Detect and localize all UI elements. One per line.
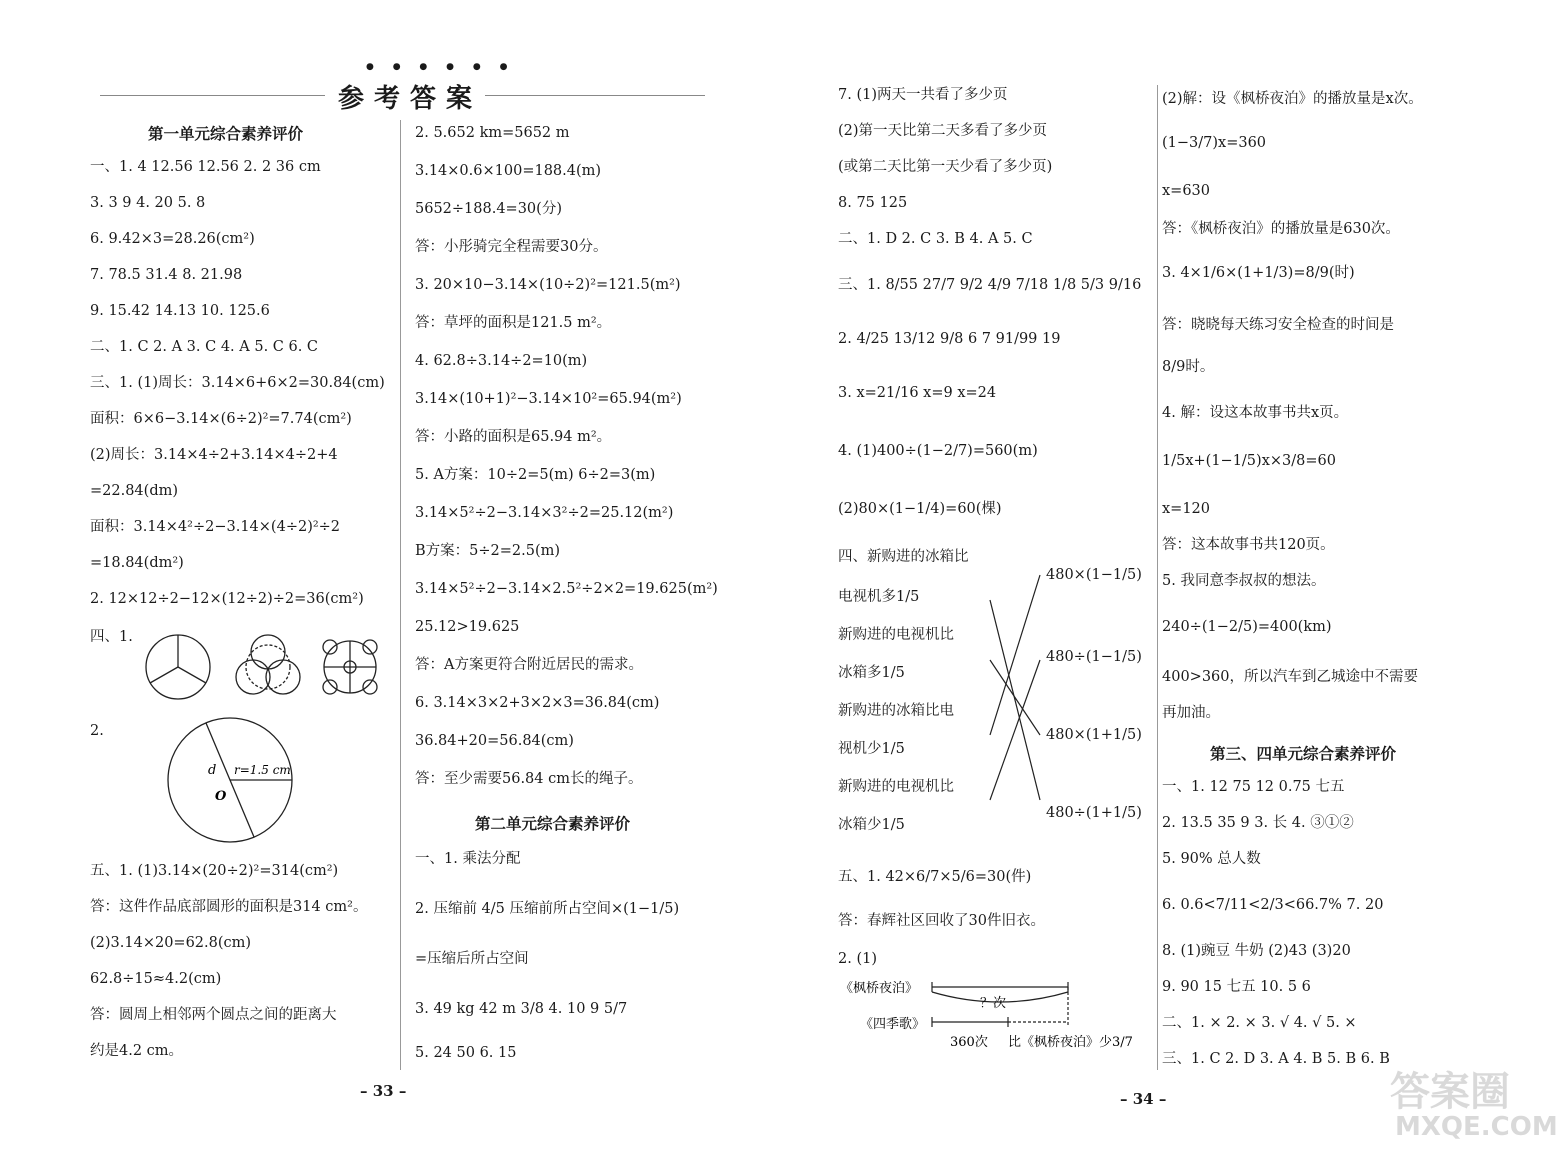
answer-line: 五、1. 42×6/7×5/6=30(件) [838, 869, 1032, 885]
answer-line: 三、1. 8/55 27/7 9/2 4/9 7/18 1/8 5/3 9/16 [838, 277, 1142, 293]
watermark-logo: 答案圈 [1390, 1069, 1510, 1115]
answer-line: 二、1. D 2. C 3. B 4. A 5. C [838, 231, 1033, 247]
bar-label-a: 《枫桥夜泊》 [840, 981, 919, 996]
answer-line: 面积：6×6−3.14×(6÷2)²=7.74(cm²) [90, 411, 352, 427]
answer-line: (2)第一天比第二天多看了多少页 [838, 123, 1048, 139]
segment-diagram [840, 972, 1140, 1052]
answer-line: 5. A方案：10÷2=5(m) 6÷2=3(m) [415, 467, 656, 483]
answer-line: 一、1. 4 12.56 12.56 2. 2 36 cm [90, 159, 321, 175]
unknown-label: ？次 [980, 996, 1007, 1011]
answer-line: 3. 20×10−3.14×(10÷2)²=121.5(m²) [415, 277, 681, 293]
answer-line: 240÷(1−2/5)=400(km) [1162, 619, 1332, 635]
answer-line: 62.8÷15≈4.2(cm) [90, 971, 222, 987]
answer-line: 5652÷188.4=30(分) [415, 201, 562, 217]
answer-line: 3.14×5²÷2−3.14×2.5²÷2×2=19.625(m²) [415, 581, 718, 597]
answer-line: 6. 9.42×3=28.26(cm²) [90, 231, 255, 247]
answer-line: (2)3.14×20=62.8(cm) [90, 935, 252, 951]
answer-line: 3.14×5²÷2−3.14×3²÷2=25.12(m²) [415, 505, 674, 521]
answer-line: 答：春辉社区回收了30件旧衣。 [838, 913, 1045, 929]
answer-line: 五、1. (1)3.14×(20÷2)²=314(cm²) [90, 863, 339, 879]
answer-line: 答：圆周上相邻两个圆点之间的距离大 [90, 1007, 337, 1023]
answer-line: 答：晓晓每天练习安全检查的时间是 [1162, 317, 1394, 333]
answer-line: 二、1. × 2. × 3. √ 4. √ 5. × [1162, 1015, 1357, 1031]
answer-line: (2)周长：3.14×4÷2+3.14×4÷2+4 [90, 447, 338, 463]
circle-radius-figure [160, 710, 300, 850]
section-heading-unit2: 第二单元综合素养评价 [475, 815, 631, 833]
watermark-url: MXQE.COM [1395, 1112, 1558, 1142]
circle-figures [140, 630, 380, 705]
answer-line: (或第二天比第一天少看了多少页) [838, 159, 1053, 175]
answer-line: 视机少1/5 [838, 741, 905, 757]
answer-line: B方案：5÷2=2.5(m) [415, 543, 561, 559]
answer-line: 四、1. [90, 629, 133, 645]
answer-line: 9. 15.42 14.13 10. 125.6 [90, 303, 270, 319]
answer-line: 约是4.2 cm。 [90, 1043, 184, 1059]
answer-line: x=630 [1162, 183, 1211, 199]
radius-label: r=1.5 cm [234, 763, 291, 777]
page-title: 参考答案 [338, 84, 483, 114]
answer-line: 2. 压缩前 4/5 压缩前所占空间×(1−1/5) [415, 901, 680, 917]
count-label: 360次 [950, 1035, 988, 1050]
answer-line: 再加油。 [1162, 705, 1220, 721]
answer-line: 3.14×(10+1)²−3.14×10²=65.94(m²) [415, 391, 682, 407]
bar-label-b: 《四季歌》 [860, 1017, 926, 1032]
answer-line: 答：A方案更符合附近居民的需求。 [415, 657, 643, 673]
answer-line: 4. 62.8÷3.14÷2=10(m) [415, 353, 588, 369]
section-heading-unit3-4: 第三、四单元综合素养评价 [1210, 745, 1397, 763]
answer-line: 3. x=21/16 x=9 x=24 [838, 385, 997, 401]
answer-line: 答：草坪的面积是121.5 m²。 [415, 315, 612, 331]
page-number-right: – 34 – [1120, 1090, 1167, 1108]
answer-line: 四、新购进的冰箱比 [838, 549, 969, 565]
answer-line: (2)80×(1−1/4)=60(棵) [838, 501, 1002, 517]
answer-line: 电视机多1/5 [838, 589, 920, 605]
column-divider-right [1157, 85, 1158, 1070]
answer-line: 5. 我同意李叔叔的想法。 [1162, 573, 1326, 589]
column-divider-left [400, 120, 401, 1070]
answer-line: 2. 12×12÷2−12×(12÷2)÷2=36(cm²) [90, 591, 364, 607]
match-expression: 480×(1−1/5) [1046, 567, 1142, 583]
answer-line: 冰箱多1/5 [838, 665, 905, 681]
answer-line: 8. 75 125 [838, 195, 908, 211]
answer-line: 三、1. (1)周长：3.14×6+6×2=30.84(cm) [90, 375, 385, 391]
answer-line: =22.84(dm) [90, 483, 179, 499]
answer-line: 答：小路的面积是65.94 m²。 [415, 429, 612, 445]
answer-line: 3. 49 kg 42 m 3/8 4. 10 9 5/7 [415, 1001, 628, 1017]
answer-line: 8/9时。 [1162, 359, 1215, 375]
answer-line: 2. 4/25 13/12 9/8 6 7 91/99 19 [838, 331, 1061, 347]
title-dots: ● ● ● ● ● ● [366, 62, 516, 72]
answer-line: 7. 78.5 31.4 8. 21.98 [90, 267, 243, 283]
section-heading-unit1: 第一单元综合素养评价 [148, 125, 304, 143]
answer-line: 3. 3 9 4. 20 5. 8 [90, 195, 206, 211]
answer-line: 3.14×0.6×100=188.4(m) [415, 163, 602, 179]
answer-line: 3. 4×1/6×(1+1/3)=8/9(时) [1162, 265, 1355, 281]
answer-line: 8. (1)豌豆 牛奶 (2)43 (3)20 [1162, 943, 1351, 959]
title-rule-left [100, 95, 325, 96]
answer-line: 2. (1) [838, 951, 877, 967]
answer-line: 答：小彤骑完全程需要30分。 [415, 239, 608, 255]
answer-line: 6. 3.14×3×2+3×2×3=36.84(cm) [415, 695, 660, 711]
match-expression: 480÷(1−1/5) [1046, 649, 1142, 665]
difference-label: 比《枫桥夜泊》少3/7 [1008, 1035, 1133, 1050]
matching-lines [985, 560, 1045, 825]
answer-line: 冰箱少1/5 [838, 817, 905, 833]
answer-line: 面积：3.14×4²÷2−3.14×(4÷2)²÷2 [90, 519, 341, 535]
answer-line: 一、1. 乘法分配 [415, 851, 521, 867]
answer-line: 新购进的冰箱比电 [838, 703, 954, 719]
center-label: O [215, 789, 227, 804]
answer-line: 7. (1)两天一共看了多少页 [838, 87, 1008, 103]
answer-line: 400>360，所以汽车到乙城途中不需要 [1162, 669, 1419, 685]
answer-line: 新购进的电视机比 [838, 627, 954, 643]
answer-line: 2. [90, 723, 104, 739]
answer-line: 9. 90 15 七五 10. 5 6 [1162, 979, 1311, 995]
answer-line: 一、1. 12 75 12 0.75 七五 [1162, 779, 1345, 795]
answer-line: 5. 24 50 6. 15 [415, 1045, 517, 1061]
match-expression: 480÷(1+1/5) [1046, 805, 1142, 821]
answer-line: 答：这本故事书共120页。 [1162, 537, 1335, 553]
answer-line: 2. 5.652 km=5652 m [415, 125, 570, 141]
answer-line: 答：《枫桥夜泊》的播放量是630次。 [1162, 221, 1400, 237]
title-rule-right [485, 95, 705, 96]
answer-line: 新购进的电视机比 [838, 779, 954, 795]
match-expression: 480×(1+1/5) [1046, 727, 1142, 743]
answer-line: 1/5x+(1−1/5)x×3/8=60 [1162, 453, 1336, 469]
answer-line: 36.84+20=56.84(cm) [415, 733, 574, 749]
answer-line: =压缩后所占空间 [415, 951, 529, 967]
answer-line: (1−3/7)x=360 [1162, 135, 1267, 151]
answer-line: 6. 0.6<7/11<2/3<66.7% 7. 20 [1162, 897, 1384, 913]
answer-line: 2. 13.5 35 9 3. 长 4. ③①② [1162, 815, 1354, 831]
answer-line: 三、1. C 2. D 3. A 4. B 5. B 6. B [1162, 1051, 1390, 1067]
answer-line: 4. (1)400÷(1−2/7)=560(m) [838, 443, 1038, 459]
answer-line: 二、1. C 2. A 3. C 4. A 5. C 6. C [90, 339, 319, 355]
answer-line: 答：这件作品底部圆形的面积是314 cm²。 [90, 899, 368, 915]
answer-line: x=120 [1162, 501, 1211, 517]
answer-line: 25.12>19.625 [415, 619, 520, 635]
diameter-label: d [208, 763, 217, 778]
answer-line: 答：至少需要56.84 cm长的绳子。 [415, 771, 643, 787]
answer-line: 5. 90% 总人数 [1162, 851, 1261, 867]
answer-line: 4. 解：设这本故事书共x页。 [1162, 405, 1349, 421]
page-number-left: – 33 – [360, 1082, 407, 1100]
answer-line: (2)解：设《枫桥夜泊》的播放量是x次。 [1162, 91, 1423, 107]
answer-line: =18.84(dm²) [90, 555, 184, 571]
